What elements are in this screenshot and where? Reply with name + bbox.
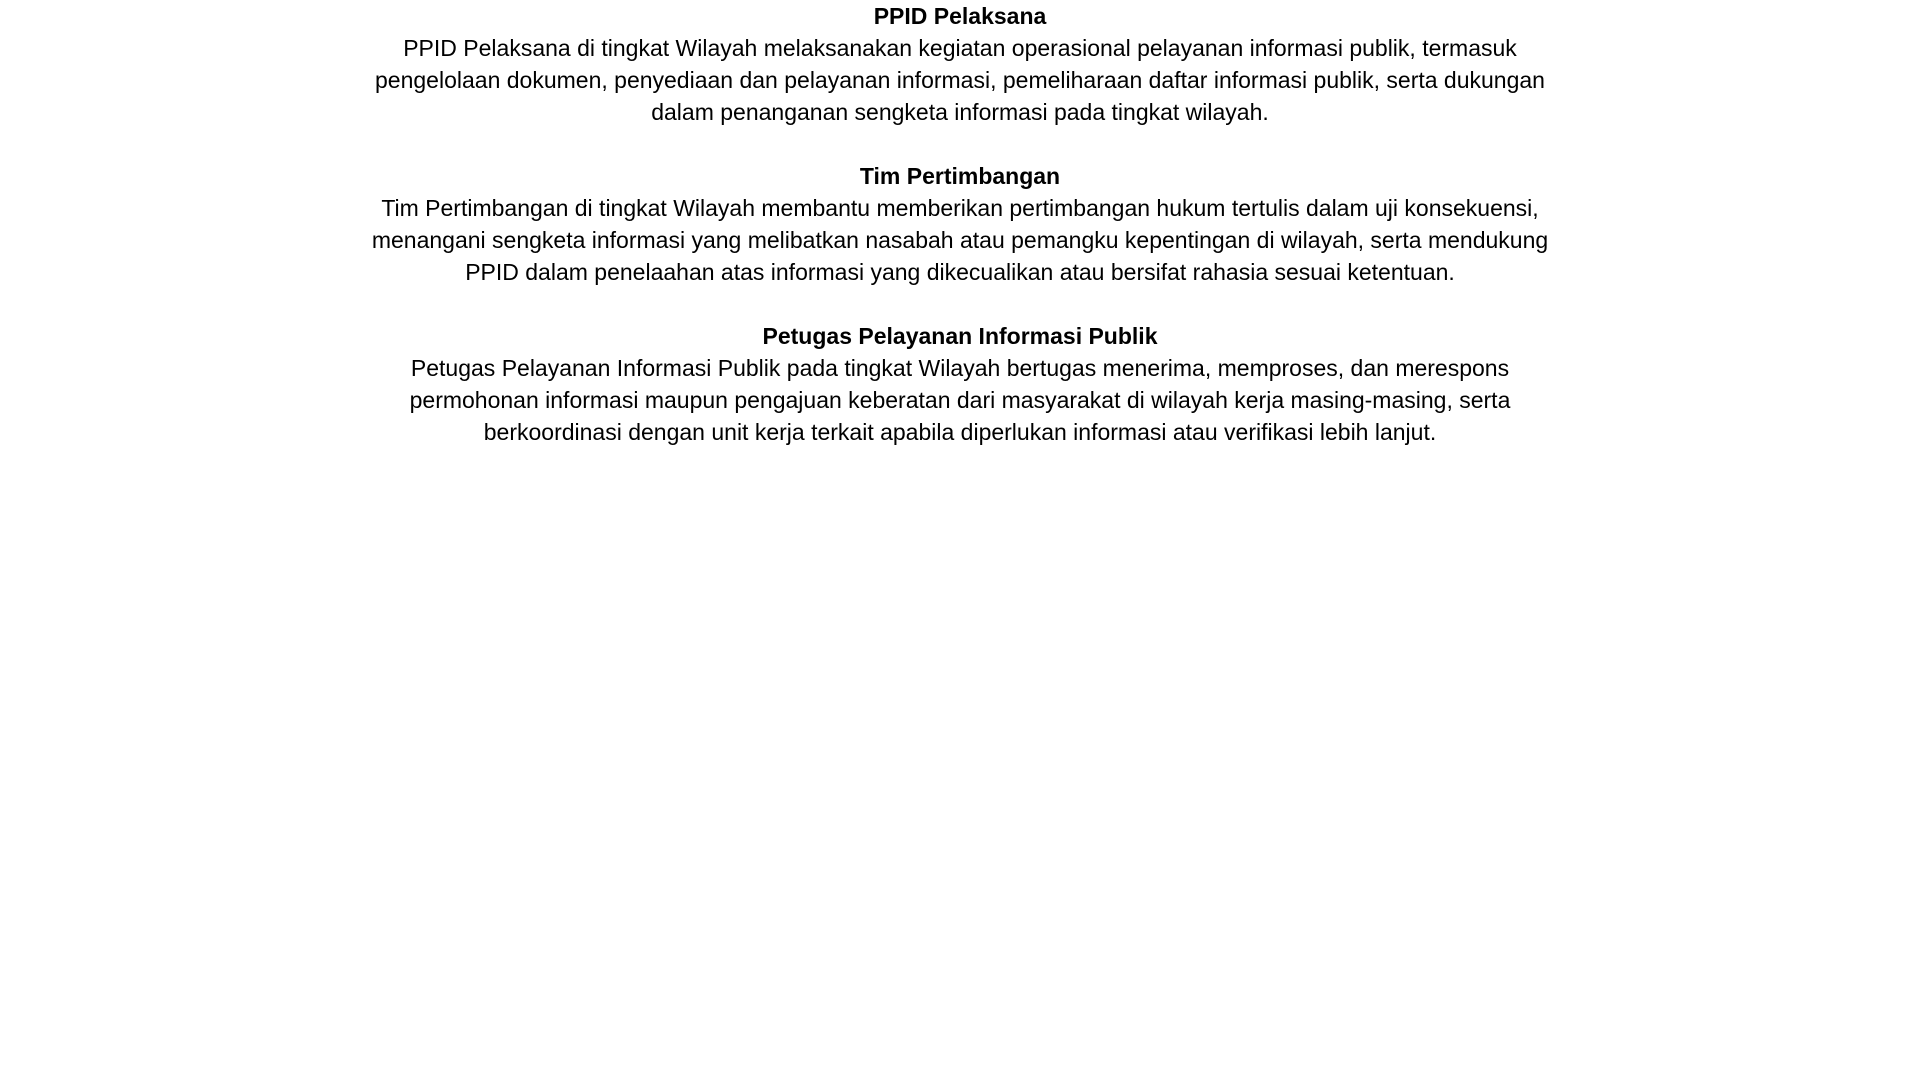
document-content — [370, 0, 1550, 480]
section-title: Tim Pertimbangan — [859, 163, 1061, 189]
section-petugas-pelayanan — [370, 320, 1550, 448]
section-ppid-pelaksana — [370, 0, 1550, 128]
section-body: PPID Pelaksana di tingkat Wilayah melaksanakan kegiatan operasional pelayanan informasi publik, termasuk pengelolaan dokumen, penyediaan dan pelayanan informasi, pemeliharaan daftar informasi publik, serta dukungan dalam penanganan sengketa informasi pada tingkat wilayah. — [375, 35, 1545, 125]
section-body: Tim Pertimbangan di tingkat Wilayah membantu memberikan pertimbangan hukum tertulis dalam uji konsekuensi, menangani sengketa informasi yang melibatkan nasabah atau pemangku kepentingan di wilayah, serta mendukung PPID dalam penelaahan atas informasi yang dikecualikan atau bersifat rahasia sesuai ketentuan. — [371, 195, 1549, 285]
section-title: PPID Pelaksana — [873, 3, 1047, 29]
section-tim-pertimbangan — [370, 160, 1550, 288]
section-body: Petugas Pelayanan Informasi Publik pada tingkat Wilayah bertugas menerima, memproses, dan merespons permohonan informasi maupun pengajuan keberatan dari masyarakat di wilayah kerja masing-masing, serta berkoordinasi dengan unit kerja terkait apabila diperlukan informasi atau verifikasi lebih lanjut. — [409, 355, 1511, 445]
section-title: Petugas Pelayanan Informasi Publik — [762, 323, 1158, 349]
